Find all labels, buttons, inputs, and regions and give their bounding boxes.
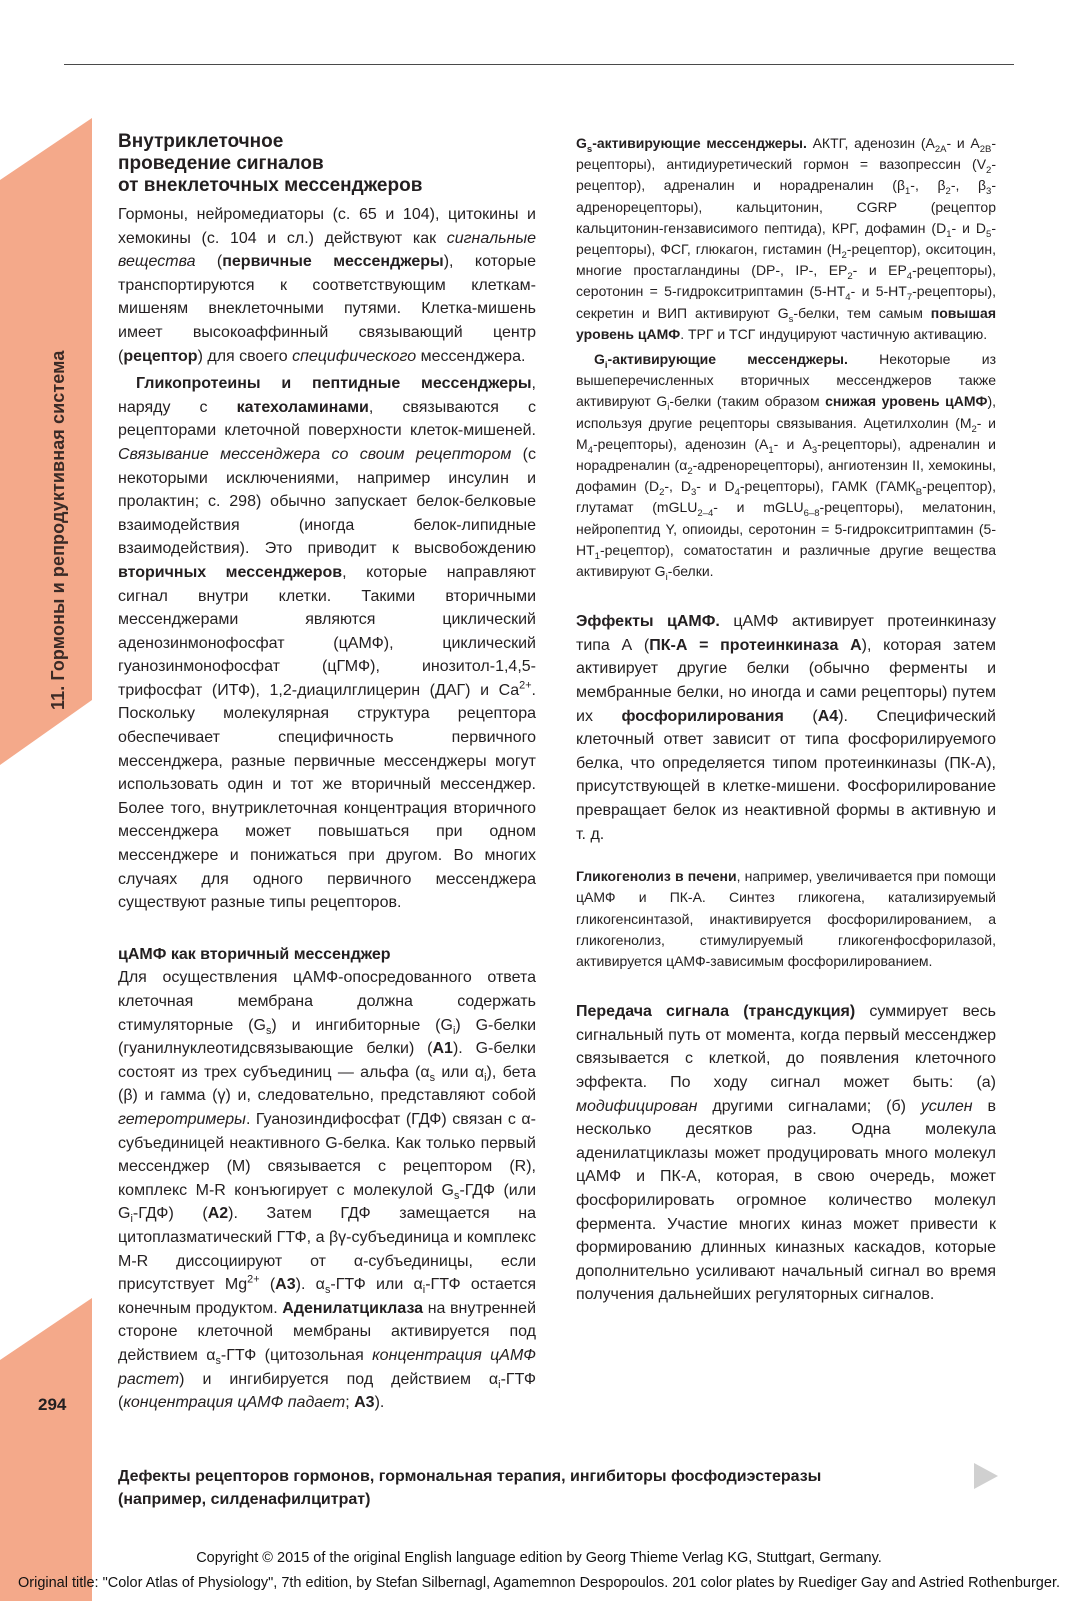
bold-run: повышая уровень цАМФ bbox=[576, 304, 996, 342]
glycoprotein-paragraph bbox=[118, 372, 536, 915]
text-run: другими сигналами; (б) bbox=[697, 1097, 921, 1115]
subscript-run: 2 bbox=[971, 423, 977, 435]
text-run: -рецепторы), секретин и ВИП активируют G bbox=[576, 283, 997, 321]
subscript-run: i bbox=[665, 571, 668, 583]
superscript-run: 2+ bbox=[247, 1273, 260, 1286]
subscript-run: 5 bbox=[986, 228, 992, 240]
camp-heading: цАМФ как вторичный мессенджер bbox=[118, 945, 391, 963]
text-run: -адренорецепторы), ангиотензин II, хемокины, дофамин (D bbox=[576, 457, 997, 495]
subscript-run: 4 bbox=[734, 487, 740, 499]
subscript-run: 2A bbox=[934, 143, 947, 155]
subscript-run: 3 bbox=[811, 444, 818, 456]
subscript-run: 4 bbox=[845, 292, 851, 304]
subscript-run: s bbox=[215, 1355, 221, 1368]
text-run: ). bbox=[374, 1394, 385, 1412]
italic-run: усилен bbox=[920, 1097, 973, 1115]
bold-run: A2 bbox=[207, 1205, 229, 1223]
text-run: - и M bbox=[576, 414, 996, 452]
subscript-run: 3 bbox=[690, 487, 697, 499]
text-run: суммирует весь сигнальный путь от момента, когда первый мессенджер связывается с клеткой, до появления клеточного эффекта. По ходу сигнал может быть: (а) bbox=[576, 1003, 996, 1091]
top-rule bbox=[64, 64, 1014, 65]
subscript-run: s bbox=[586, 143, 593, 155]
text-run: Для осуществления цАМФ-опосредованного ответа клеточная мембрана должна содержать стимуляторные (G bbox=[118, 969, 536, 1034]
subscript-run: B bbox=[915, 487, 923, 499]
italic-run: концентрация цАМФ падает bbox=[123, 1394, 346, 1412]
subscript-run: 1 bbox=[594, 550, 600, 562]
text-run: -белки (таким образом bbox=[669, 393, 826, 410]
chapter-side-label: 11. Гормоны и репродуктивная система bbox=[48, 350, 68, 710]
text-run: цАМФ активирует протеинкиназу типа А ( bbox=[576, 613, 997, 654]
text-run: -, β bbox=[910, 177, 946, 194]
text-run: -белки, тем самым bbox=[793, 304, 931, 321]
right-column bbox=[576, 133, 996, 1307]
bold-run: вторичных мессенджеров bbox=[118, 563, 343, 581]
camp-paragraph bbox=[118, 966, 536, 1414]
text-run: ), бета (β) и гамма (γ) и, следовательно, представляют собой bbox=[118, 1063, 536, 1105]
copyright-line-2: Original title: "Color Atlas of Physiology", 7th edition, by Stefan Silbernagl, Agamemnon Despopoulos. 201 color plates by Ruediger Gay and Astried Rothenburger. bbox=[17, 1575, 1060, 1591]
text-run: АКТГ, аденозин (A bbox=[806, 135, 935, 151]
text-run: -, β bbox=[950, 177, 987, 194]
subscript-run: 7 bbox=[906, 292, 913, 304]
text-run: или α bbox=[435, 1063, 485, 1081]
bold-run: рецептор bbox=[123, 347, 198, 365]
italic-run: Связывание мессенджера со своим рецептором bbox=[118, 445, 512, 463]
bold-run: ПК-А = протеинкиназа А bbox=[649, 636, 862, 654]
subscript-run: 6–8 bbox=[803, 508, 820, 520]
next-page-arrow-icon bbox=[974, 1463, 998, 1489]
subscript-run: i bbox=[667, 402, 670, 414]
text-run: -ГТФ ( bbox=[118, 1370, 536, 1412]
bold-run: Гликогенолиз в печени bbox=[576, 868, 737, 885]
subscript-run: 3 bbox=[986, 186, 992, 198]
related-topics-line-2: (например, силденафилцитрат) bbox=[118, 1491, 371, 1508]
text-run: ) для своего bbox=[197, 347, 293, 365]
signal-transduction-paragraph bbox=[576, 1000, 996, 1307]
subscript-run: 1 bbox=[946, 228, 952, 240]
bold-run: A4 bbox=[817, 707, 839, 725]
gi-messengers-paragraph bbox=[576, 349, 996, 582]
text-run: мессенджера. bbox=[416, 347, 526, 365]
subscript-run: 2 bbox=[986, 165, 992, 176]
bold-run: A3 bbox=[354, 1394, 375, 1412]
text-run: ( bbox=[195, 253, 223, 271]
text-run: , которые направляют сигнал внутри клетки. Такими вторичными мессенджерами являются циклический аденозинмонофосфат (цАМФ), циклический гуанозинмонофосфат (цГМФ), инозитол-1,4,5-трифосфат (ИТФ), 1,2-диацилглицерин (ДАГ) и Ca bbox=[118, 563, 536, 699]
text-run: - и D bbox=[951, 219, 987, 236]
bold-run: Передача сигнала (трансдукция) bbox=[576, 1003, 856, 1021]
subscript-run: 2 bbox=[659, 487, 665, 499]
subscript-run: s bbox=[324, 1284, 331, 1297]
text-run: - и D bbox=[696, 478, 735, 495]
subscript-run: i bbox=[130, 1213, 133, 1226]
text-run: -рецепторы), адреналин и норадреналин (α bbox=[576, 435, 996, 474]
section-title-line-3: от внеклеточных мессенджеров bbox=[118, 175, 423, 196]
text-run: Некоторые из вышеперечисленных вторичных мессенджеров также активируют G bbox=[576, 351, 996, 410]
camp-effects-paragraph bbox=[576, 610, 996, 846]
text-run: , связываются с рецепторами клеточной поверхности клеток-мишеней. bbox=[118, 398, 536, 440]
text-run: ). G-белки состоят из трех субъединиц — альфа (α bbox=[118, 1040, 536, 1081]
section-title-line-2: проведение сигналов bbox=[118, 153, 324, 174]
glycogenolysis-paragraph bbox=[576, 866, 996, 972]
text-run: -рецепторы), ГАМК (ГАМК bbox=[739, 478, 916, 495]
italic-run: модифицирован bbox=[576, 1097, 698, 1115]
text-run: . ТРГ и ТСГ индуцируют частичную активацию. bbox=[680, 325, 988, 342]
bold-run: Эффекты цАМФ. bbox=[576, 613, 720, 631]
bold-run: Аденилатциклаза bbox=[282, 1299, 424, 1317]
text-run: в несколько десятков раз. Одна молекула аденилатциклазы может продуцировать много молекул цАМФ и ПК-А, которая, в свою очередь, может фосфорилировать огромное количество молекул фермента. Участие многих киназ может привести к формированию длинных киназных каскадов, которые дополнительно усиливают начальный сигнал во время получения дальнейших регуляторных сигналов. bbox=[576, 1097, 996, 1304]
subscript-run: 2–4 bbox=[697, 508, 714, 520]
text-run: ), которые транспортируются к соответствующим клеткам-мишеням внеклеточными путями. Клетка-мишень имеет высокоаффинный связывающий центр ( bbox=[118, 253, 536, 365]
side-band bbox=[0, 0, 92, 1601]
italic-run: гетеротримеры bbox=[118, 1110, 246, 1128]
text-run: ). Затем ГДФ замещается на цитоплазматический ГТФ, а βγ-субъединица и комплекс M-R диссоциируют от α-субъединицы, если присутствует Mg bbox=[118, 1205, 536, 1294]
subscript-run: 2 bbox=[687, 465, 693, 477]
left-column bbox=[118, 131, 536, 1415]
text-run: - и A bbox=[946, 135, 980, 151]
text-run: ) и ингибиторные (G bbox=[271, 1016, 453, 1034]
subscript-run: i bbox=[498, 1378, 501, 1391]
text-run: -ГТФ или α bbox=[330, 1276, 423, 1294]
bold-run: A3 bbox=[275, 1276, 296, 1294]
intro-paragraph bbox=[118, 203, 536, 368]
text-run: на внутренней стороне клеточной мембраны активируется под действием α bbox=[118, 1299, 536, 1364]
text-run: -рецептор), соматостатин и различные другие вещества активируют G bbox=[576, 541, 996, 580]
italic-run: концентрация цАМФ растет bbox=[118, 1346, 537, 1388]
bold-run: катехоламинами bbox=[236, 398, 369, 416]
bold-run: G bbox=[576, 135, 587, 151]
copyright-line-1: Copyright © 2015 of the original English language edition by Georg Thieme Verlag KG, Stuttgart, Germany. bbox=[196, 1550, 882, 1566]
subscript-run: 1 bbox=[905, 186, 911, 198]
gs-messengers-paragraph bbox=[576, 133, 996, 345]
side-band-upper bbox=[0, 118, 92, 765]
text-run: . Поскольку молекулярная структура рецептора обеспечивает специфичность первичного мессенджера, разные первичные мессенджеры могут использовать один и тот же вторичный мессенджер. Более того, внутриклеточная концентрация вторичного мессенджера может повышаться при одном мессенджере и понижаться при другом. Во многих случаях для одного первичного мессенджера существуют разные типы рецепторов. bbox=[118, 681, 536, 912]
subscript-run: s bbox=[265, 1024, 272, 1037]
text-run: -рецептор), глутамат (mGLU bbox=[576, 478, 996, 516]
text-run: -, D bbox=[664, 478, 691, 495]
page-number: 294 bbox=[38, 1395, 67, 1414]
bold-run: Гликопротеины и пептидные мессенджеры bbox=[136, 375, 532, 393]
text-run: -ГДФ) ( bbox=[132, 1205, 208, 1223]
subscript-run: i bbox=[452, 1024, 456, 1037]
subscript-run: 1 bbox=[768, 444, 774, 456]
text-run: -рецепторы), аденозин (A bbox=[592, 435, 769, 452]
subscript-run: 4 bbox=[906, 271, 913, 283]
subscript-run: s bbox=[788, 313, 794, 325]
italic-run: специфического bbox=[292, 347, 417, 365]
subscript-run: 2 bbox=[847, 271, 853, 283]
text-run: - и A bbox=[773, 435, 812, 452]
subscript-run: 4 bbox=[587, 444, 593, 456]
bold-run: G bbox=[594, 351, 605, 368]
subscript-run: 2 bbox=[945, 186, 951, 198]
related-topics-line-1: Дефекты рецепторов гормонов, гормональная терапия, ингибиторы фосфодиэстеразы bbox=[118, 1468, 822, 1485]
text-run: -рецепторы), серотонин = 5-гидрокситриптамин (5-HT bbox=[576, 262, 996, 300]
text-run: . Гуанозиндифосфат (ГДФ) связан с α-субъединицей неактивного G-белка. Как только первый мессенджер (M) связывается с рецептором (R), комплекс M-R конъюгирует с молекулой G bbox=[118, 1110, 536, 1199]
text-run: ), используя другие рецепторы связывания. Ацетилхолин (M bbox=[576, 393, 997, 431]
subscript-run: 2B bbox=[979, 143, 992, 155]
subscript-run: i bbox=[604, 359, 608, 371]
subscript-run: s bbox=[454, 1189, 460, 1202]
bold-run: снижая уровень цАМФ bbox=[825, 393, 988, 410]
text-run: -ГТФ (цитозольная bbox=[220, 1346, 373, 1364]
text-run: -ГДФ (или G bbox=[118, 1181, 537, 1223]
subscript-run: i bbox=[484, 1071, 487, 1084]
text-run: -рецептор), адреналин и норадреналин (β bbox=[576, 156, 996, 194]
text-run: ; bbox=[345, 1394, 355, 1412]
text-run: -адренорецепторы), кальцитонин, CGRP (рецептор кальцитонин-гензависимого пептида), КРГ, дофамин (D bbox=[576, 177, 996, 236]
section-title bbox=[118, 131, 536, 197]
section-title-line-1: Внутриклеточное bbox=[118, 131, 284, 152]
text-run: ) и ингибируется под действием α bbox=[179, 1370, 499, 1388]
subscript-run: i bbox=[422, 1284, 426, 1297]
text-run: -рецепторы), мелатонин, нейропептид Y, опиоиды, серотонин = 5-гидрокситриптамин (5-HT bbox=[576, 499, 996, 558]
text-run: -ГТФ остается конечным продуктом. bbox=[118, 1276, 537, 1317]
superscript-run: 2+ bbox=[519, 679, 532, 692]
bold-run: -активирующие мессенджеры. bbox=[607, 351, 848, 368]
text-run: -белки. bbox=[667, 563, 714, 580]
subscript-run: 2 bbox=[841, 249, 847, 261]
text-run: ( bbox=[259, 1276, 276, 1294]
text-run: , наряду с bbox=[118, 375, 536, 416]
text-run: - и mGLU bbox=[713, 499, 804, 516]
subscript-run: s bbox=[429, 1071, 436, 1084]
text-run: ). Специфический клеточный ответ зависит от типа фосфорилируемого белка, что определяется типом протеинкиназы (ПК-А), присутствующей в клетке-мишени. Фосфорилирование превращает белок из неактивной формы в активную и т. д. bbox=[576, 707, 996, 843]
italic-run: сигнальные вещества bbox=[118, 229, 536, 271]
text-run: , например, увеличивается при помощи цАМФ и ПК-А. Синтез гликогена, катализируемый гликогенсинтазой, инактивируется фосфорилированием, а гликогенолиз, стимулируемый гликогенфосфорилазой, активируется цАМФ-зависимым фосфорилированием. bbox=[576, 868, 996, 970]
text-run: ), которая затем активирует другие белки (обычно ферменты и мембранные белки, но иногда и сами рецепторы) путем их bbox=[576, 636, 997, 725]
text-run: - и 5-HT bbox=[850, 283, 907, 300]
bold-run: A1 bbox=[432, 1040, 453, 1058]
text-run: -рецептор), окситоцин, многие простагландины (DP-, IP-, EP bbox=[576, 241, 996, 279]
bold-run: первичные мессенджеры bbox=[222, 253, 444, 271]
text-run: -рецепторы), антидиуретический гормон = вазопрессин (V bbox=[576, 135, 996, 173]
bold-run: фосфорилирования bbox=[621, 707, 784, 725]
related-topics bbox=[118, 1465, 918, 1511]
text-run: ). α bbox=[295, 1276, 325, 1294]
text-run: -рецепторы), ФСГ, глюкагон, гистамин (H bbox=[576, 219, 997, 258]
text-run: Гормоны, нейромедиаторы (с. 65 и 104), цитокины и хемокины (с. 104 и сл.) действуют как bbox=[118, 206, 536, 247]
text-run: ) G-белки (гуанилнуклеотидсвязывающие белки) ( bbox=[118, 1016, 536, 1058]
bold-run: -активирующие мессенджеры. bbox=[592, 135, 807, 151]
text-run: (с некоторыми исключениями, например инсулин и пролактин; с. 298) обычно запускает белок-белковые взаимодействия (иногда белок-липидные взаимодействия). Это приводит к высвобождению bbox=[118, 445, 536, 558]
text-run: ( bbox=[783, 707, 818, 725]
text-run: - и EP bbox=[852, 262, 907, 279]
